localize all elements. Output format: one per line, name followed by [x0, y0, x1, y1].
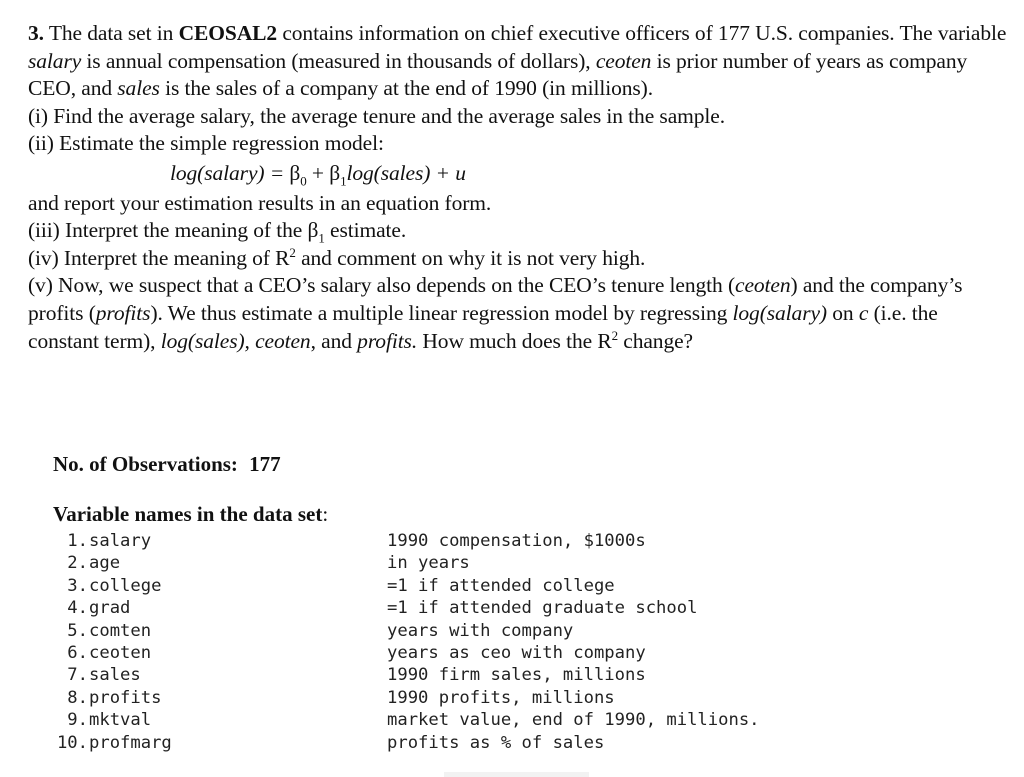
variable-name: grad — [89, 598, 131, 619]
intro-text-b: contains information on chief executive officers of 177 U.S. companies. The variable — [277, 21, 1007, 45]
variable-row — [40, 732, 605, 754]
variable-list — [40, 530, 760, 754]
q5-text-a: (v) Now, we suspect that a CEO’s salary also depends on the CEO’s tenure length ( — [28, 273, 736, 298]
variable-name: mktval — [89, 710, 152, 731]
variable-number: 10. — [56, 732, 88, 753]
variable-description: market value, end of 1990, millions. — [387, 710, 760, 731]
beta-1-sub: 1 — [340, 173, 347, 189]
variable-description: years with company — [387, 620, 574, 641]
variable-name: sales — [89, 665, 141, 686]
q5-text-c: ). We thus estimate a multiple linear regression model by regressing — [150, 300, 733, 325]
q5-text-h: change? — [617, 328, 693, 353]
question-ii-tail: and report your estimation results in an equation form. — [28, 190, 492, 215]
eq-lhs: log(salary) = — [170, 160, 290, 185]
variable-description: years as ceo with company — [387, 642, 646, 663]
question-ii: (ii) Estimate the simple regression model: — [28, 131, 384, 156]
bottom-scroll-indicator — [444, 772, 589, 777]
variables-heading — [53, 502, 328, 527]
variable-row — [40, 620, 574, 642]
beta-0-sub: 0 — [300, 173, 307, 189]
q5-var-profits2: profits. — [357, 328, 418, 353]
variable-description: in years — [387, 553, 470, 574]
problem-intro — [28, 20, 1008, 103]
beta-1-symbol: β — [329, 160, 341, 185]
variable-description: =1 if attended graduate school — [387, 598, 698, 619]
q5-var-ceoten: ceoten — [735, 273, 791, 298]
q5-var-c: c — [858, 300, 869, 325]
var-ceoten: ceoten — [595, 48, 652, 73]
observations-label: No. of Observations: — [53, 452, 238, 476]
variable-name: college — [89, 575, 162, 596]
q3-text-b: estimate. — [324, 218, 407, 243]
q4-text-a: (iv) Interpret the meaning of R — [28, 245, 290, 270]
intro-text-d: is prior number of years as company CEO, and — [28, 48, 968, 101]
question-v — [28, 272, 1008, 355]
variable-number: 6. — [67, 642, 88, 663]
variable-row — [40, 687, 615, 709]
variable-description: profits as % of sales — [387, 732, 605, 753]
variable-row — [40, 642, 646, 664]
variable-number: 8. — [67, 687, 88, 708]
variable-number: 1. — [67, 531, 88, 551]
variable-row — [40, 664, 646, 686]
variable-name: age — [89, 553, 121, 574]
q3-text-a: (iii) Interpret the meaning of the — [28, 218, 308, 243]
variable-number: 7. — [67, 665, 88, 686]
q5-text-g: How much does the R — [417, 328, 612, 353]
q5-text-d: on — [826, 300, 859, 325]
dataset-name: CEOSAL2 — [178, 21, 278, 45]
observations-line — [53, 452, 281, 477]
eq-rhs: log(sales) + u — [346, 160, 466, 185]
observations-value: 177 — [249, 452, 281, 476]
beta-0-symbol: β — [289, 160, 301, 185]
variable-number: 5. — [67, 620, 88, 641]
variable-row — [40, 552, 470, 574]
q5-var-profits: profits — [95, 300, 151, 325]
variable-name: salary — [89, 531, 152, 551]
q5-r-squared-sup: 2 — [611, 327, 618, 343]
variables-heading-text: Variable names in the data set — [53, 502, 323, 526]
question-i: (i) Find the average salary, the average tenure and the average sales in the sample. — [28, 103, 725, 128]
variables-heading-colon: : — [322, 502, 329, 526]
var-salary: salary — [28, 48, 82, 73]
problem-statement — [28, 20, 1008, 355]
variable-row — [40, 530, 646, 552]
q5-var-regressors: log(sales), ceoten — [160, 328, 311, 353]
beta-1-symbol: β — [307, 218, 319, 243]
variable-description: =1 if attended college — [387, 575, 615, 596]
question-iv — [28, 245, 1008, 273]
variable-number: 2. — [67, 553, 88, 574]
variable-description: 1990 profits, millions — [387, 687, 615, 708]
intro-text-a: The data set in — [48, 21, 179, 45]
q5-text-e: (i.e. the constant term), — [28, 300, 938, 353]
regression-equation — [28, 160, 1008, 188]
variable-name: ceoten — [89, 642, 152, 663]
variable-name: profmarg — [89, 732, 172, 753]
beta-1-sub: 1 — [318, 230, 325, 246]
q5-text-b: ) and the company’s profits ( — [28, 273, 963, 325]
question-iii — [28, 217, 1008, 245]
variable-row — [40, 709, 760, 731]
variable-description: 1990 compensation, $1000s — [387, 531, 646, 551]
variable-name: comten — [89, 620, 152, 641]
variable-name: profits — [89, 687, 162, 708]
variable-row — [40, 575, 615, 597]
variable-number: 4. — [67, 598, 88, 619]
q5-var-logsalary: log(salary) — [732, 300, 827, 325]
variable-number: 9. — [67, 710, 88, 731]
variable-description: 1990 firm sales, millions — [387, 665, 646, 686]
q5-text-f: , and — [310, 328, 358, 353]
variable-row — [40, 597, 698, 619]
problem-number: 3. — [28, 21, 44, 45]
intro-text-c: is annual compensation (measured in thousands of dollars), — [81, 48, 596, 73]
variable-number: 3. — [67, 575, 88, 596]
intro-text-e: is the sales of a company at the end of 1990 (in millions). — [159, 76, 653, 101]
var-sales: sales — [117, 76, 160, 101]
q4-text-b: and comment on why it is not very high. — [295, 245, 646, 270]
r-squared-sup: 2 — [289, 244, 296, 260]
eq-plus: + — [306, 160, 330, 185]
